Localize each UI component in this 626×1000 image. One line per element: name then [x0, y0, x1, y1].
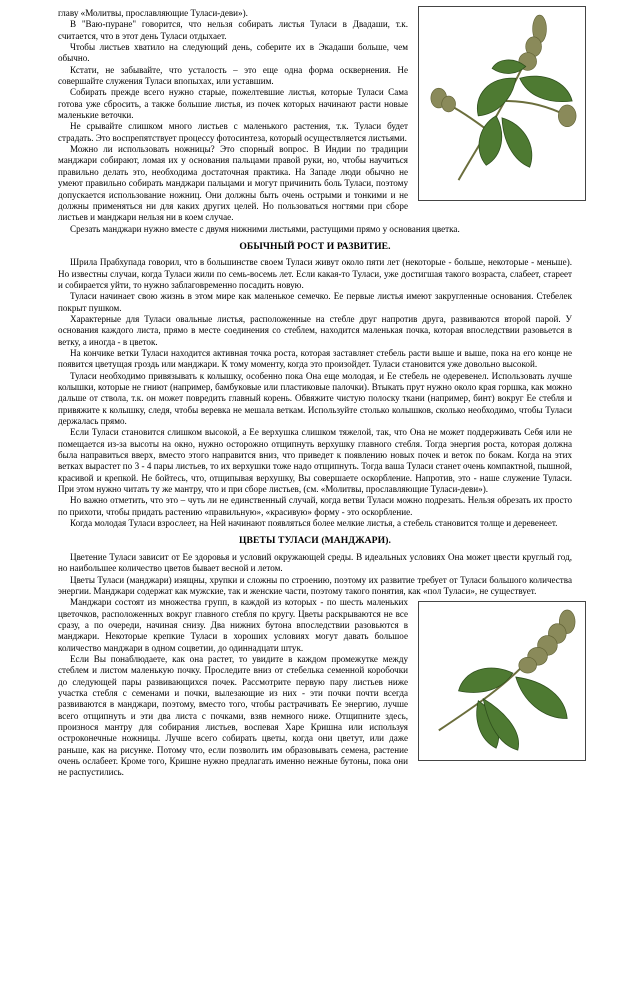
tulasi-manjari-figure	[418, 601, 586, 761]
paragraph: Когда молодая Туласи взрослеет, на Ней начинают появляться более мелкие листья, а стебель становится толще и деревенеет.	[70, 518, 558, 529]
paragraph: Чтобы листьев хватило на следующий день, соберите их в Экадаши больше, чем обычно.	[58, 42, 408, 64]
paragraph: Цветы Туласи (манджари) изящны, хрупки и сложны по строению, поэтому их развитие требует от Туласи большого количества энергии. Манджари содержат как мужские, так и женские части, поэтому такого понятия, как «пол Туласи», не существует.	[58, 574, 572, 596]
paragraph: Цветение Туласи зависит от Ее здоровья и условий окружающей среды. В идеальных условиях Она может цвести круглый год, но наибольшее количество цветов бывает весной и летом.	[58, 551, 572, 574]
paragraph: В "Ваю-пуране" говорится, что нельзя собирать листья Туласи в Двадаши, т.к. считается, что в этот день Туласи отдыхает.	[58, 19, 408, 41]
tulasi-sprig-illustration-icon	[419, 7, 585, 200]
paragraph: Не срывайте слишком много листьев с маленького растения, т.к. Туласи будет страдать. Это воспрепятствует процессу фотосинтеза, который осуществляется листьями.	[58, 121, 408, 143]
paragraph: Туласи необходимо привязывать к колышку, особенно пока Она еще молодая, и Ее стебель не одеревенел. Использовать лучше колышки, которые не гниют (например, бамбуковые или пластиковые палочки). Втыкать прут нужно около края горшка, как можно дальше от ствола, т.к. он может повредить главный корень. Обвяжите чистую полоску ткани (например, бинт) вокруг Ее стебля и привяжите к колышку, следя, чтобы веревка не мешала веткам. Используйте столько колышков, сколько необходимо, чтобы Туласи держалась прямо.	[58, 370, 572, 427]
paragraph: главу «Молитвы, прославляющие Туласи-деви»).	[58, 8, 248, 18]
paragraph: Шрила Прабхупада говорил, что в большинстве своем Туласи живут около пяти лет (некоторые - больше, некоторые - меньше). Но известны случаи, когда Туласи жили по семь-восемь лет. Если какая-то Туласи, уже достигшая такого возраста, слабеет, стареет и собирается уйти, то нужно заблаговременно посадить новую.	[58, 257, 572, 290]
article-body	[58, 8, 572, 779]
paragraph: На кончике ветки Туласи находится активная точка роста, которая заставляет стебель расти выше и выше, пока на его конце не появится цветущая гроздь или манджари. К тому моменту, когда это произойдет. Туласи становится уже довольно высокой.	[58, 347, 572, 370]
tulasi-sprig-figure	[418, 6, 586, 201]
paragraph: Кстати, не забывайте, что усталость – это еще одна форма осквернения. Не совершайте служения Туласи впопыхах, или уставшим.	[58, 64, 408, 87]
paragraph: Срезать манджари нужно вместе с двумя нижними листьями, растущими прямо у основания цветка.	[70, 223, 460, 234]
paragraph: Если Туласи становится слишком высокой, а Ее верхушка слишком тяжелой, так, что Она не может поддерживать Себя или не помещается из-за высоты на окно, нужно осторожно отщипнуть верхушку главного стебля. Тогда энергия роста, которая должна была направиться вверх, вместо этого направится вниз, что приведет к появлению новых почек и веток по бокам. Когда на этих ветках вырастет по 3 - 4 пары листьев, то их верхушки тоже надо отщипнуть. Тогда ваша Туласи станет очень компактной, пышной, красивой и крепкой. Не бойтесь, что, отщипывая верхушку, Вы совершаете оскорбление. Напротив, это - наше служение Туласи. При этом нужно читать ту же мантру, что и при сборе листьев, (см. «Молитвы, прославляющие Туласи-деви»).	[58, 427, 572, 495]
paragraph: Если Вы понаблюдаете, как она растет, то увидите в каждом промежутке между стеблем и листом маленькую почку. Проследите вниз от стебелька семенной коробочки до следующей пары развивающихся почек. Рассмотрите первую пару листьев ниже участка стебля с семенами и почки, вылезающие из них - эти почки почти всегда развиваются в манджари, поэтому, вместо того, чтобы растрачивать Ее энергию, лучше всего отщипнуть и эти два листа с почками, взяв немного ниже. Отщипните здесь, произнося мантру для собирания листьев, воспевая Харе Кришна или используя остроконечные ножницы. Лучше всего собирать цветы, когда они цветут, или даже раньше, как на рисунке. Потому что, если позволить им образовывать семена, растение очень ослабеет. Кроме того, Кришне нужно предлагать именно нежные бутоны, пока они не распустились.	[58, 653, 408, 778]
paragraph: Собирать прежде всего нужно старые, пожелтевшие листья, которые Туласи Сама готова уже сбросить, а также большие листья, из почек которых начинают расти новые маленькие веточки.	[58, 87, 408, 121]
paragraph: Но важно отметить, что это – чуть ли не единственный случай, когда ветви Туласи можно подрезать. Нельзя обрезать их просто по прихоти, чтобы придать растению «правильную», «красивую» форму - это оскорбление.	[58, 495, 572, 517]
paragraph: Туласи начинает свою жизнь в этом мире как маленькое семечко. Ее первые листья имеют закругленные основания. Стебелек покрыт пушком.	[58, 291, 572, 313]
section-heading-growth: ОБЫЧНЫЙ РОСТ И РАЗВИТИЕ.	[239, 240, 391, 252]
tulasi-manjari-illustration-icon	[419, 602, 585, 760]
paragraph: Характерные для Туласи овальные листья, расположенные на стебле друг напротив друга, развиваются второй парой. У основания каждого листа, прямо в месте соединения со стеблем, находится маленькая почка, которая впоследствии разовьется в ветку, а иногда - в цветок.	[58, 313, 572, 347]
section-heading-flowers: ЦВЕТЫ ТУЛАСИ (МАНДЖАРИ).	[238, 535, 391, 547]
paragraph: Можно ли использовать ножницы? Это спорный вопрос. В Индии по традиции манджари собирают, ломая их у основания пальцами правой руки, но, чтобы научиться правильно делать это, необходима достаточная практика. На Западе люди обычно не умеют правильно собирать манджари пальцами и могут причинить боль Туласи, поэтому допускается использование ножниц. Они должны быть очень острыми и тонкими и не должны применяться ни для каких других целей. Но пользоваться ногтями при сборе листьев и манджари нельзя ни в коем случае.	[58, 144, 408, 223]
paragraph: Манджари состоят из множества групп, в каждой из которых - по шесть маленьких цветочков, расположенных вокруг главного стебля по кругу. Цветы раскрываются не все сразу, а по очереди, начиная снизу. Два нижних бутона впоследствии разовьются в манджари. Некоторые крепкие Туласи в хороших условиях могут давать большое количество манджари в одном соцветии, до одиннадцати штук.	[58, 597, 408, 653]
